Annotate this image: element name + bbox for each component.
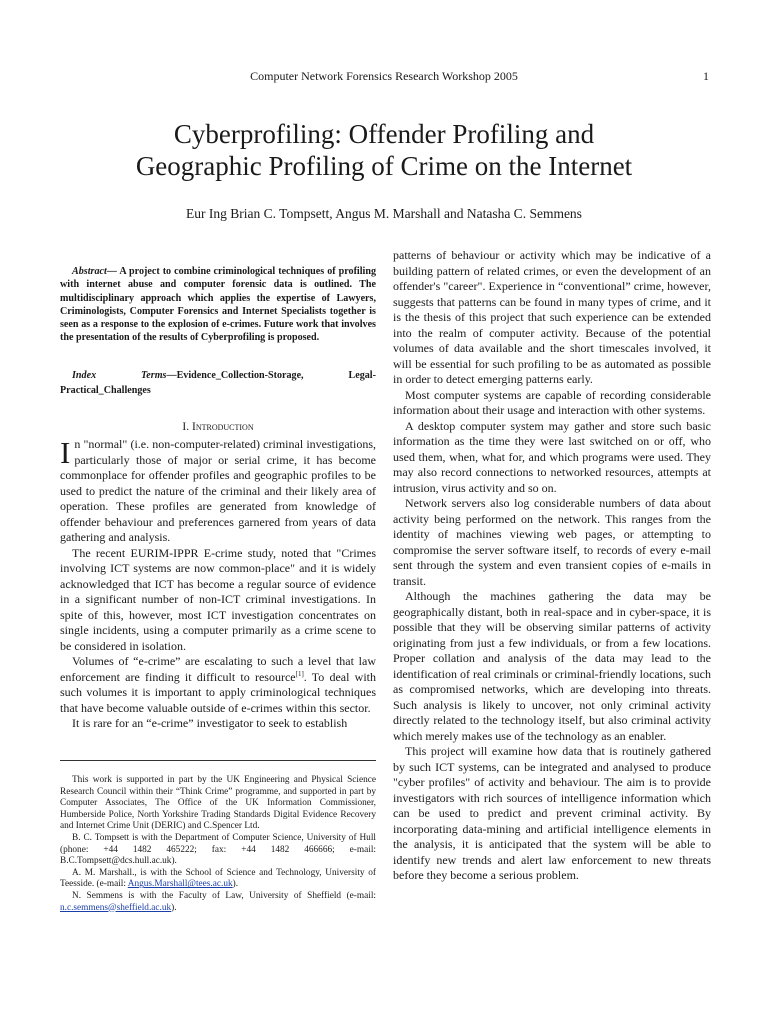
footnotes	[60, 775, 376, 914]
footnote-semmens-text: N. Semmens is with the Faculty of Law, University of Sheffield (e-mail:	[72, 890, 376, 901]
right-column-body	[393, 248, 711, 884]
intro-paragraph-1	[60, 437, 376, 546]
paper-title	[40, 118, 728, 182]
footnote-tompsett: B. C. Tompsett is with the Department of Computer Science, University of Hull (phone: +44 1482 465222; fax: +44 1482 466666; e-mail: B.C.Tompsett@dcs.hull.ac.uk).	[60, 832, 376, 867]
intro-paragraph-1-text: n "normal" (i.e. non-computer-related) criminal investigations, particularly those of major or serial crime, it has become commonplace for offender profiles and geographic profiles to be used to predict the nature of the criminal and their likely area of operation. These profiles are generated from knowledge of offender behaviour and preferences garnered from years of data gathering and analysis.	[60, 437, 376, 544]
intro-paragraph-4: It is rare for an “e-crime” investigator to seek to establish	[72, 716, 348, 730]
footnote-rule	[60, 760, 376, 761]
right-paragraph-6: This project will examine how data that is routinely gathered by such ICT systems, can be integrated and analysed to produce "cyber profiles" of activity and behaviour. The aim is to provide investigators with rich sources of intelligence information which can be used to predict and prevent criminal activity. By incorporating data-mining and artificial intelligence elements in the analysis, it is anticipated that the system will be able to identify new trends and alert law enforcement to new threats before they become a serious problem.	[393, 744, 711, 882]
right-paragraph-4: Network servers also log considerable numbers of data about activity being performed on the network. This ranges from the identity of machines viewing web pages, or attempting to compromise the server software itself, to records of every e-mail sent through the system and even transient copies of e-mails in transit.	[393, 496, 711, 588]
introduction-body	[60, 437, 376, 732]
footnote-marshall-close: ).	[232, 879, 239, 890]
section-initial: I	[191, 421, 196, 433]
intro-paragraph-3	[60, 654, 376, 716]
right-paragraph-3: A desktop computer system may gather and store such basic information as the time they were last switched on or off, who used them, when, what for, and which programs were used. They may also record connections to networked resources, attempts at intrusion, virus activity and so on.	[393, 418, 711, 495]
page-number: 1	[703, 69, 709, 83]
running-head-title: Computer Network Forensics Research Workshop 2005	[250, 69, 518, 83]
footnote-funding: This work is supported in part by the UK Engineering and Physical Science Research Council within their “Think Crime” programme, and supported in part by Computer Associates, The Office of the UK Information Commissioner, Humberside Police, North Yorkshire Trading Standards Digital Evidence Recovery and Internet Crime Unit (DERIC) and C.Spencer Ltd.	[60, 775, 376, 832]
drop-cap: I	[60, 435, 71, 470]
intro-paragraph-3-text-b: . To deal with such volumes it is important to apply criminological techniques that have become valuable outside of e-crimes within this sector.	[60, 669, 376, 715]
footnote-marshall	[60, 868, 376, 891]
section-heading-introduction	[60, 421, 376, 433]
footnote-marshall-text: A. M. Marshall., is with the School of Science and Technology, University of Teesside. (e-mail:	[60, 867, 376, 890]
paper-title-line-1: Cyberprofiling: Offender Profiling and	[173, 119, 595, 149]
index-terms-lead: Index Terms	[72, 370, 167, 381]
right-paragraph-2: Most computer systems are capable of recording considerable information about their usage and interaction with other systems.	[393, 387, 711, 417]
index-terms-text: —Evidence_Collection-Storage, Legal-Practical_Challenges	[60, 370, 376, 396]
abstract-dash: —	[106, 266, 120, 277]
running-head	[0, 69, 768, 83]
footnote-semmens-close: ).	[171, 902, 177, 913]
abstract-text: A project to combine criminological techniques of profiling with internet abuse and computer forensic data is outlined. The multidisciplinary approach which applies the expertise of Lawyers, Criminologists, Computer Forensics and Internet Specialists together is seen as a response to the explosion of e-crimes. Future work that involves the presentation of the results of Cyberprofiling is proposed.	[60, 266, 377, 344]
right-paragraph-1: patterns of behaviour or activity which may be indicative of a building pattern of related crimes, or even the development of an offender's "career". Experience in “conventional” crime, however, suggests that patterns can be found in many types of crime, and it is the thesis of this project that such experience can be extended into the realm of computer activity. Because of the potential volumes of data available and the short timescales involved, it will be essential for such profiling to be as automated as possible in order to detect emerging patterns early.	[393, 248, 711, 386]
section-title-rest: ntroduction	[195, 421, 254, 433]
section-number: I.	[182, 421, 192, 433]
abstract	[60, 265, 376, 345]
paper-title-line-2: Geographic Profiling of Crime on the Internet	[135, 151, 633, 181]
citation-reference: [1]	[295, 669, 304, 678]
right-paragraph-5: Although the machines gathering the data may be geographically distant, both in real-space and in cyber-space, it is possible that they will be observing similar patterns of activity originating from just a few individuals, or from a few locations. Proper collation and analysis of the data may lead to the identification of real criminals or criminal-friendly locations, such as compromised networks, which are developing into threats. Such analysis is likely to uncover, not only criminal activity directly related to the technology itself, but also criminal activity which merely makes use of the technology as an enabler.	[393, 589, 711, 743]
intro-paragraph-3-text-a: Volumes of “e-crime” are escalating to such a level that law enforcement are finding it difficult to resource	[60, 654, 376, 684]
footnote-semmens	[60, 891, 376, 914]
author-list: Eur Ing Brian C. Tompsett, Angus M. Marshall and Natasha C. Semmens	[186, 206, 582, 221]
abstract-lead: Abstract	[72, 266, 107, 277]
marshall-email-link[interactable]: Angus.Marshall@tees.ac.uk	[127, 879, 233, 890]
index-terms	[60, 369, 376, 398]
intro-paragraph-2: The recent EURIM-IPPR E-crime study, noted that "Crimes involving ICT systems are now common-place" and it is widely acknowledged that ICT has become a regular source of evidence in a significant number of non-ICT criminal investigations. In spite of this, however, most ICT investigation concentrates on single incidents, using a computer primarily as a crime scene to be considered in isolation.	[60, 545, 376, 653]
semmens-email-link[interactable]: n.c.semmens@sheffield.ac.uk	[60, 902, 172, 913]
